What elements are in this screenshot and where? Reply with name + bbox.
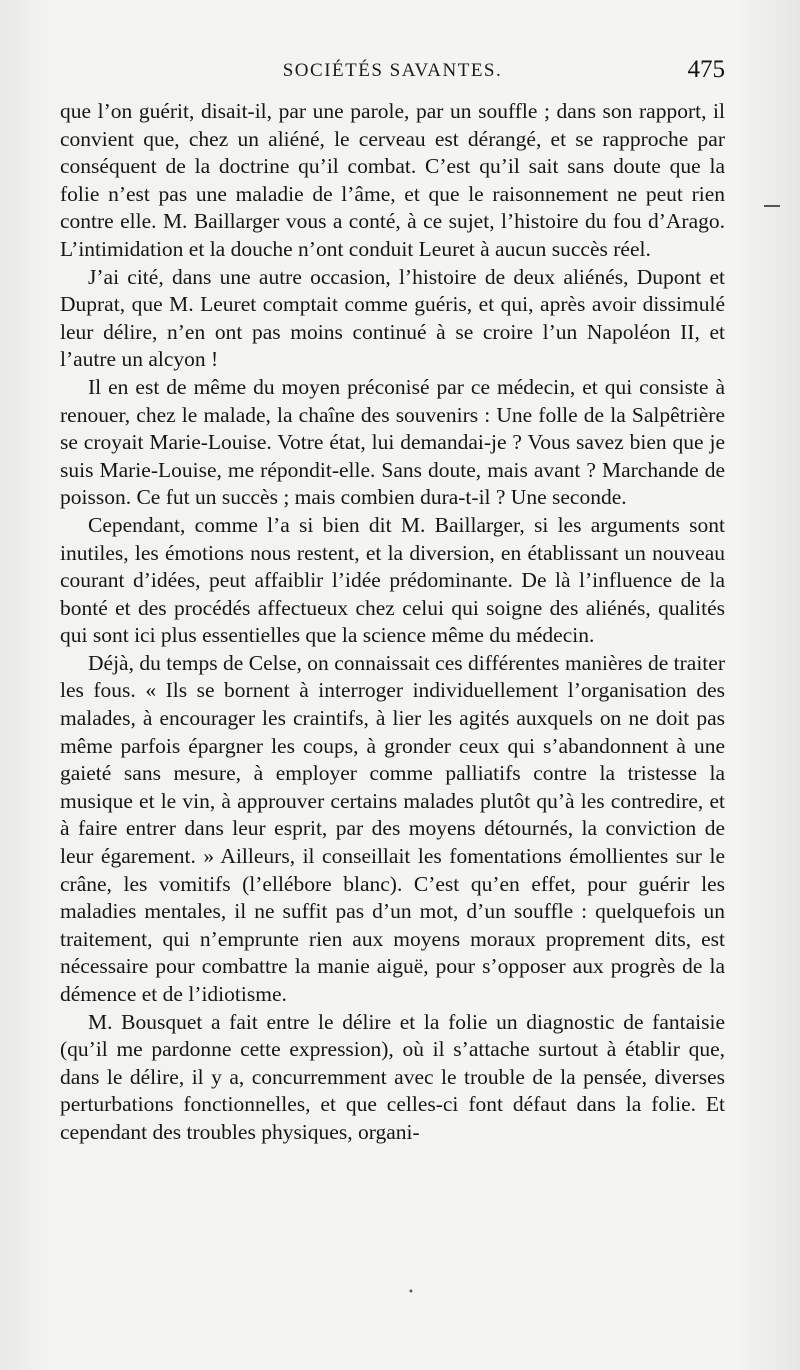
paragraph-2: J’ai cité, dans une autre occasion, l’histoire de deux aliénés, Dupont et Duprat, que M. Leuret comptait comme guéris, et qui, après avoir dissimulé leur délire, n’en ont pas moins continué à se croire l’un Napoléon II, et l’autre un alcyon ! bbox=[60, 264, 725, 372]
paragraph-6: M. Bousquet a fait entre le délire et la folie un diagnostic de fantaisie (qu’il me pardonne cette expression), où il s’attache surtout à établir que, dans le délire, il y a, concurremment avec le trouble de la pensée, diverses perturbations fonctionnelles, et que celles-ci font défaut dans la folie. Et cependant des troubles physiques, organi- bbox=[60, 1009, 725, 1144]
paragraph-1: que l’on guérit, disait-il, par une parole, par un souffle ; dans son rapport, il convient que, chez un aliéné, le cerveau est dérangé, et se rapproche par conséquent de la doctrine qu’il combat. C’est qu’il sait sans doute que la folie n’est pas une maladie de l’âme, et que le raisonnement ne peut rien contre elle. M. Baillarger vous a conté, à ce sujet, l’histoire du fou d’Arago. L’intimidation et la douche n’ont conduit Leuret à aucun succès réel. bbox=[60, 99, 725, 261]
paragraph-3: Il en est de même du moyen préconisé par ce médecin, et qui consiste à renouer, chez le malade, la chaîne des souvenirs : Une folle de la Salpêtrière se croyait Marie-Louise. Votre état, lui demandai-je ? Vous savez bien que je suis Marie-Louise, me répondit-elle. Sans doute, mais avant ? Marchande de poisson. Ce fut un succès ; mais combien dura-t-il ? Une seconde. bbox=[60, 374, 725, 510]
body-text bbox=[60, 98, 725, 1147]
page-number: 475 bbox=[687, 56, 725, 83]
running-title: SOCIÉTÉS SAVANTES. bbox=[282, 60, 503, 81]
running-head bbox=[60, 56, 725, 90]
paragraph-5: Déjà, du temps de Celse, on connaissait ces différentes manières de traiter les fous. « Ils se bornent à interroger individuellement l’organisation des malades, à encourager les craintifs, à lier les agités auxquels on ne doit pas même parfois épargner les coups, à gronder ceux qui s’abandonnent à une gaieté sans mesure, à employer comme palliatifs contre la tristesse la musique et le vin, à approuver certains malades plutôt qu’à les contredire, et à faire entrer dans leur esprit, par des moyens détournés, la conviction de leur égarement. » Ailleurs, il conseillait les fomentations émollientes sur le crâne, les vomitifs (l’ellébore blanc). C’est qu’en effet, pour guérir les maladies mentales, il ne suffit pas d’un mot, d’un souffle : quelquefois un traitement, qui n’emprunte rien aux moyens moraux proprement dits, est nécessaire pour combattre la manie aiguë, pour s’opposer aux progrès de la démence et de l’idiotisme. bbox=[60, 650, 725, 1006]
footer-mark: • bbox=[408, 1287, 414, 1298]
margin-mark bbox=[764, 205, 780, 207]
paragraph-4: Cependant, comme l’a si bien dit M. Baillarger, si les arguments sont inutiles, les émotions nous restent, et la diversion, en établissant un nouveau courant d’idées, peut affaiblir l’idée prédominante. De là l’influence de la bonté et des procédés affectueux chez celui qui soigne des aliénés, qualités qui sont ici plus essentielles que la science même du médecin. bbox=[60, 512, 725, 648]
